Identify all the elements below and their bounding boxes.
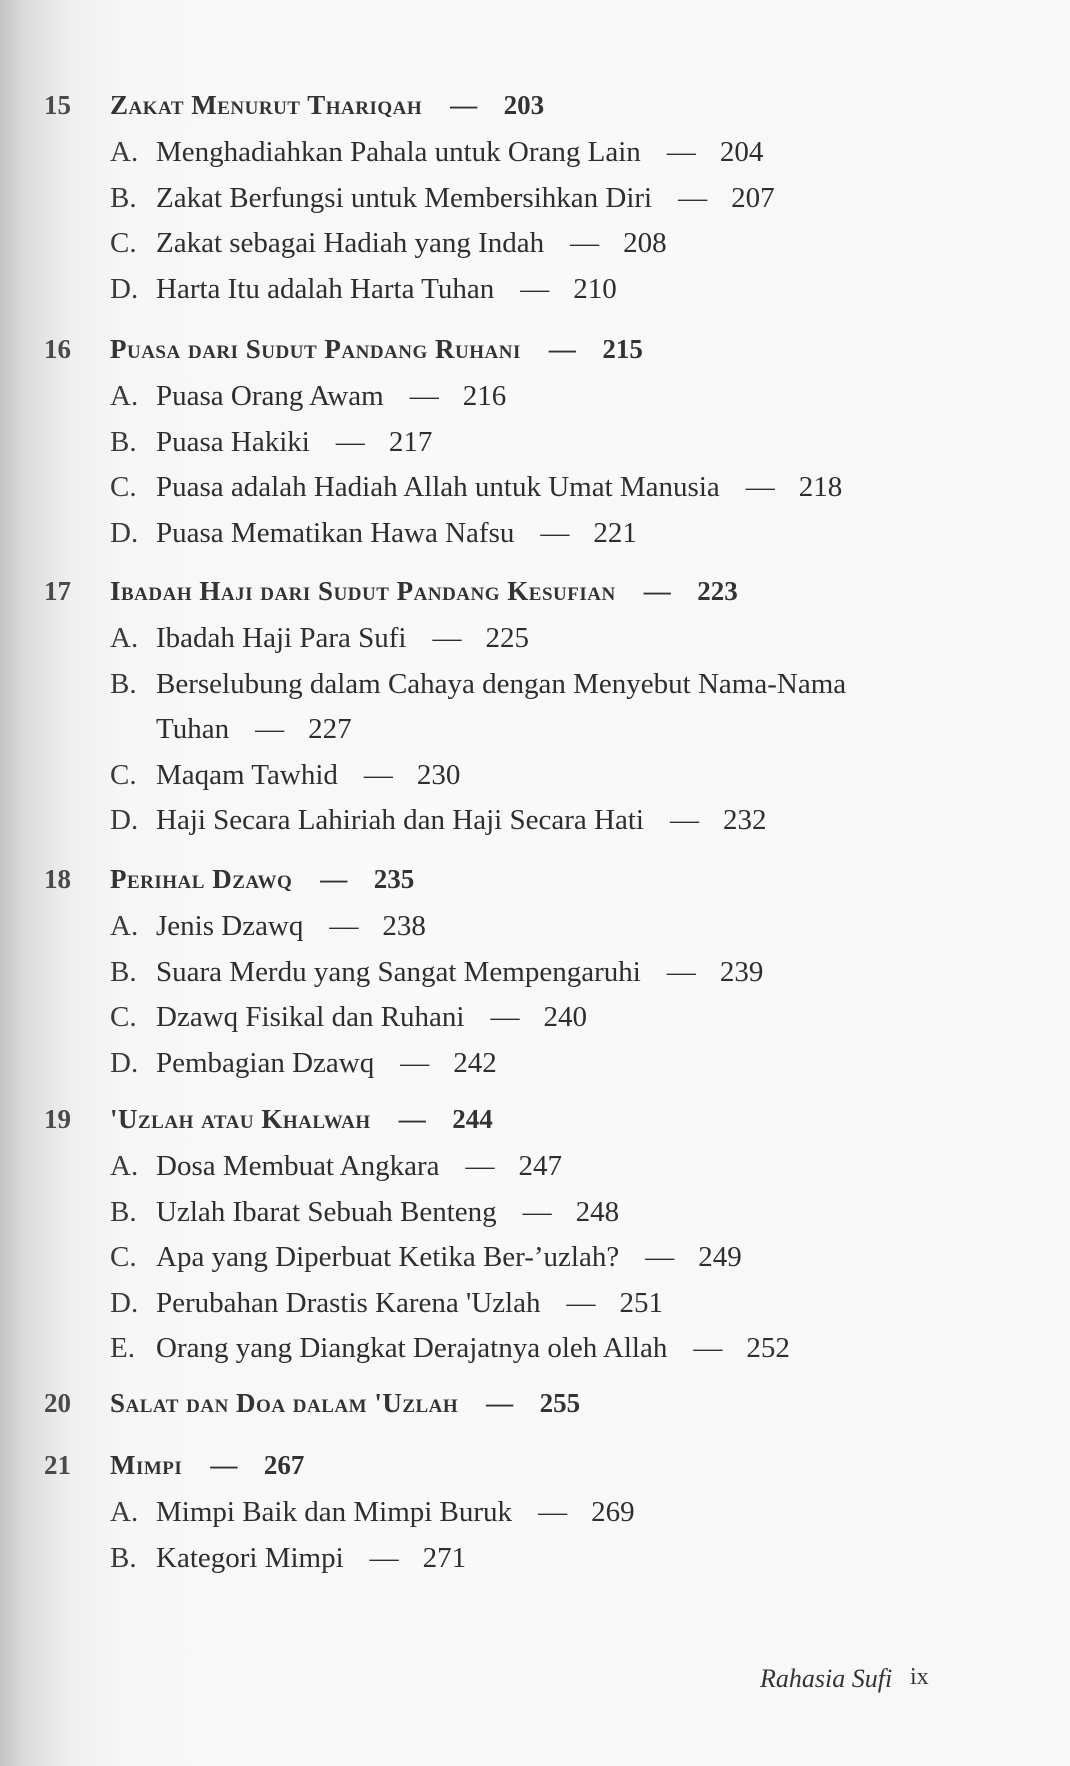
chapter-number: 16 (44, 334, 71, 364)
entry-dash: — (335, 425, 365, 458)
entry-letter: A. (110, 1496, 139, 1528)
entry-page: 204 (719, 136, 764, 168)
entry-dash: — (570, 227, 600, 259)
toc-entry (0, 178, 1070, 224)
entry-letter: A. (110, 136, 139, 168)
entry-title: Zakat sebagai Hadiah yang Indah (156, 227, 545, 259)
chapter-title-line (110, 1388, 580, 1419)
chapter-number: 19 (44, 1104, 71, 1134)
entry-line (156, 1332, 790, 1365)
chapter-page: 255 (539, 1388, 581, 1418)
entry-dash: — (329, 910, 359, 942)
entry-dash: — (432, 622, 462, 654)
entry-title: Mimpi Baik dan Mimpi Buruk (156, 1496, 513, 1528)
chapter-title: 'Uzlah atau Khalwah (110, 1104, 371, 1134)
toc-entry (0, 1043, 1070, 1089)
entry-dash: — (490, 1001, 520, 1033)
entry-page: 238 (382, 910, 426, 942)
chapter-title: Perihal Dzawq (110, 864, 293, 894)
chapter-heading (0, 84, 1070, 132)
entry-dash: — (409, 380, 439, 412)
toc-chapter-18 (0, 858, 1070, 1088)
entry-letter: D. (110, 272, 139, 305)
entry-page: 210 (573, 272, 617, 305)
entry-title: Puasa Orang Awam (156, 380, 384, 412)
toc-entry (0, 952, 1070, 998)
chapter-dash: — (548, 334, 577, 364)
chapter-page: 223 (697, 576, 738, 606)
toc-entry (0, 800, 1070, 846)
toc-entry (0, 997, 1070, 1043)
toc-entry (0, 513, 1070, 559)
entry-line (156, 1150, 562, 1183)
entry-letter: A. (110, 910, 139, 942)
running-footer-title: Rahasia Sufi (760, 1664, 893, 1693)
chapter-dash: — (450, 90, 478, 120)
entry-title: Harta Itu adalah Harta Tuhan (156, 272, 495, 305)
toc-entry (0, 467, 1070, 513)
toc-chapter-20 (0, 1382, 1070, 1430)
entry-letter: C. (110, 758, 137, 791)
entry-title: Pembagian Dzawq (156, 1046, 375, 1079)
entry-letter: C. (110, 1001, 137, 1033)
chapter-title: Ibadah Haji dari Sudut Pandang Kesufian (110, 576, 616, 606)
toc-entry (0, 618, 1070, 664)
chapter-title-line (110, 576, 738, 607)
chapter-dash: — (320, 864, 348, 894)
entry-line (156, 227, 667, 260)
chapter-page: 267 (263, 1450, 305, 1480)
entry-page: 217 (388, 425, 433, 458)
entry-line (156, 622, 529, 655)
entry-page: 208 (623, 227, 667, 259)
entry-letter: E. (110, 1332, 135, 1364)
chapter-number: 20 (44, 1388, 71, 1418)
entry-letter: C. (110, 471, 137, 503)
chapter-title-line (110, 864, 414, 895)
toc-entry (0, 132, 1070, 178)
entry-title: Puasa adalah Hadiah Allah untuk Umat Manusia (156, 471, 720, 503)
entry-letter: D. (110, 516, 139, 549)
entry-title: Suara Merdu yang Sangat Mempengaruhi (156, 955, 641, 988)
chapter-dash: — (398, 1104, 427, 1134)
entry-line (156, 273, 617, 306)
page-number: ix (910, 1664, 929, 1690)
entry-line (156, 136, 763, 169)
entry-dash: — (666, 955, 696, 988)
entry-letter: B. (110, 1541, 137, 1574)
entry-line (156, 426, 432, 459)
entry-page: 247 (518, 1150, 562, 1182)
entry-title: Dosa Membuat Angkara (156, 1150, 440, 1182)
entry-dash: — (369, 1541, 399, 1574)
entry-title: Maqam Tawhid (156, 758, 338, 791)
entry-page: 242 (453, 1046, 497, 1079)
toc-entry-continuation (0, 709, 1070, 755)
entry-line (156, 1047, 497, 1080)
entry-dash: — (465, 1150, 495, 1182)
entry-letter: A. (110, 380, 139, 412)
entry-dash: — (538, 1496, 568, 1528)
chapter-number: 15 (44, 90, 71, 120)
entry-line (156, 517, 637, 550)
entry-letter: C. (110, 227, 137, 259)
entry-line (156, 471, 842, 504)
entry-letter: B. (110, 181, 137, 214)
toc-entry (0, 223, 1070, 269)
toc-entry (0, 906, 1070, 952)
entry-line (156, 956, 763, 989)
entry-dash: — (678, 181, 708, 214)
entry-page: 240 (543, 1001, 587, 1033)
chapter-dash: — (486, 1388, 514, 1418)
entry-line (156, 1001, 587, 1034)
entry-title: Jenis Dzawq (156, 910, 304, 942)
toc-entry (0, 1538, 1070, 1584)
entry-line (156, 804, 766, 837)
entry-title: Dzawq Fisikal dan Ruhani (156, 1001, 465, 1033)
entry-page: 218 (798, 471, 843, 503)
entry-page: 216 (462, 380, 507, 412)
entry-page: 248 (575, 1195, 620, 1228)
entry-dash: — (363, 758, 393, 791)
entry-title: Zakat Berfungsi untuk Membersihkan Diri (156, 181, 653, 214)
entry-line (156, 1496, 635, 1529)
entry-line (156, 713, 352, 746)
entry-dash: — (669, 804, 699, 836)
entry-page: 227 (308, 713, 352, 745)
entry-page: 230 (416, 758, 461, 791)
toc-entry (0, 755, 1070, 801)
chapter-title: Salat dan Doa dalam 'Uzlah (110, 1388, 459, 1418)
entry-title: Kategori Mimpi (156, 1541, 344, 1574)
entry-page: 207 (731, 181, 775, 214)
chapter-page: 235 (373, 864, 415, 894)
chapter-page: 244 (452, 1104, 493, 1134)
entry-page: 249 (698, 1241, 742, 1273)
entry-letter: A. (110, 1150, 139, 1182)
entry-title: Puasa Hakiki (156, 425, 310, 458)
entry-title: Ibadah Haji Para Sufi (156, 622, 407, 654)
entry-line (156, 1542, 466, 1575)
entry-title: Uzlah Ibarat Sebuah Benteng (156, 1195, 497, 1228)
toc-entry (0, 1328, 1070, 1374)
entry-dash: — (745, 471, 775, 503)
entry-line (156, 182, 775, 215)
entry-page: 269 (591, 1496, 635, 1528)
toc-chapter-17 (0, 570, 1070, 846)
entry-line (156, 759, 460, 792)
entry-dash: — (645, 1241, 675, 1273)
entry-page: 232 (722, 804, 767, 836)
toc-entry (0, 269, 1070, 315)
toc-chapter-19 (0, 1098, 1070, 1374)
toc-entry (0, 1192, 1070, 1238)
entry-letter: D. (110, 1046, 139, 1079)
entry-page: 221 (593, 516, 637, 549)
chapter-heading (0, 1098, 1070, 1146)
entry-line (156, 380, 506, 413)
entry-line (156, 1196, 619, 1229)
chapter-title-line (110, 90, 544, 121)
chapter-heading (0, 1382, 1070, 1430)
entry-letter: B. (110, 667, 137, 700)
chapter-title-line (110, 1104, 493, 1135)
entry-page: 225 (485, 622, 529, 654)
entry-title: Orang yang Diangkat Derajatnya oleh Allah (156, 1332, 668, 1364)
toc-entry (0, 376, 1070, 422)
toc-entry (0, 1492, 1070, 1538)
chapter-title-line (110, 334, 643, 365)
toc-entry (0, 1237, 1070, 1283)
toc-entry (0, 1283, 1070, 1329)
entry-dash: — (520, 272, 550, 305)
page-footer (760, 1660, 1040, 1700)
chapter-heading (0, 1444, 1070, 1492)
entry-dash: — (566, 1286, 596, 1319)
chapter-title: Zakat Menurut Thariqah (110, 90, 423, 120)
chapter-heading (0, 570, 1070, 618)
entry-page: 251 (619, 1286, 663, 1319)
chapter-heading (0, 858, 1070, 906)
entry-letter: D. (110, 804, 139, 836)
chapter-number: 21 (44, 1450, 71, 1480)
toc-entry (0, 422, 1070, 468)
chapter-page: 203 (503, 90, 545, 120)
chapter-number: 17 (44, 576, 71, 606)
entry-dash: — (400, 1046, 430, 1079)
entry-title: Apa yang Diperbuat Ketika Ber-’uzlah? (156, 1241, 620, 1273)
chapter-title: Puasa dari Sudut Pandang Ruhani (110, 334, 521, 364)
entry-line (156, 1241, 742, 1274)
entry-letter: A. (110, 622, 139, 654)
toc-chapter-15 (0, 84, 1070, 314)
chapter-page: 215 (602, 334, 643, 364)
entry-dash: — (540, 516, 570, 549)
toc-chapter-21 (0, 1444, 1070, 1583)
entry-line (156, 1287, 663, 1320)
entry-letter: B. (110, 425, 137, 458)
entry-title: Berselubung dalam Cahaya dengan Menyebut Nama-Nama (156, 667, 847, 700)
toc-entry (0, 1146, 1070, 1192)
chapter-number: 18 (44, 864, 71, 894)
entry-line (156, 910, 426, 943)
toc-entry (0, 664, 1070, 710)
entry-dash: — (666, 136, 696, 168)
entry-title: Menghadiahkan Pahala untuk Orang Lain (156, 136, 641, 168)
chapter-dash: — (210, 1450, 238, 1480)
entry-page: 239 (719, 955, 764, 988)
entry-letter: B. (110, 1195, 137, 1228)
chapter-title-line (110, 1450, 304, 1481)
chapter-dash: — (643, 576, 672, 606)
entry-title: Haji Secara Lahiriah dan Haji Secara Hati (156, 804, 644, 836)
chapter-heading (0, 328, 1070, 376)
entry-dash: — (693, 1332, 723, 1364)
entry-letter: D. (110, 1286, 139, 1319)
entry-dash: — (522, 1195, 552, 1228)
toc-chapter-16 (0, 328, 1070, 558)
entry-letter: C. (110, 1241, 137, 1273)
entry-title-continuation: Tuhan (156, 713, 230, 745)
entry-page: 252 (746, 1332, 790, 1364)
entry-title: Perubahan Drastis Karena 'Uzlah (156, 1286, 541, 1319)
entry-page: 271 (422, 1541, 467, 1574)
entry-letter: B. (110, 955, 137, 988)
chapter-title: Mimpi (110, 1450, 183, 1480)
entry-dash: — (255, 713, 285, 745)
entry-line (156, 668, 846, 701)
entry-title: Puasa Mematikan Hawa Nafsu (156, 516, 515, 549)
